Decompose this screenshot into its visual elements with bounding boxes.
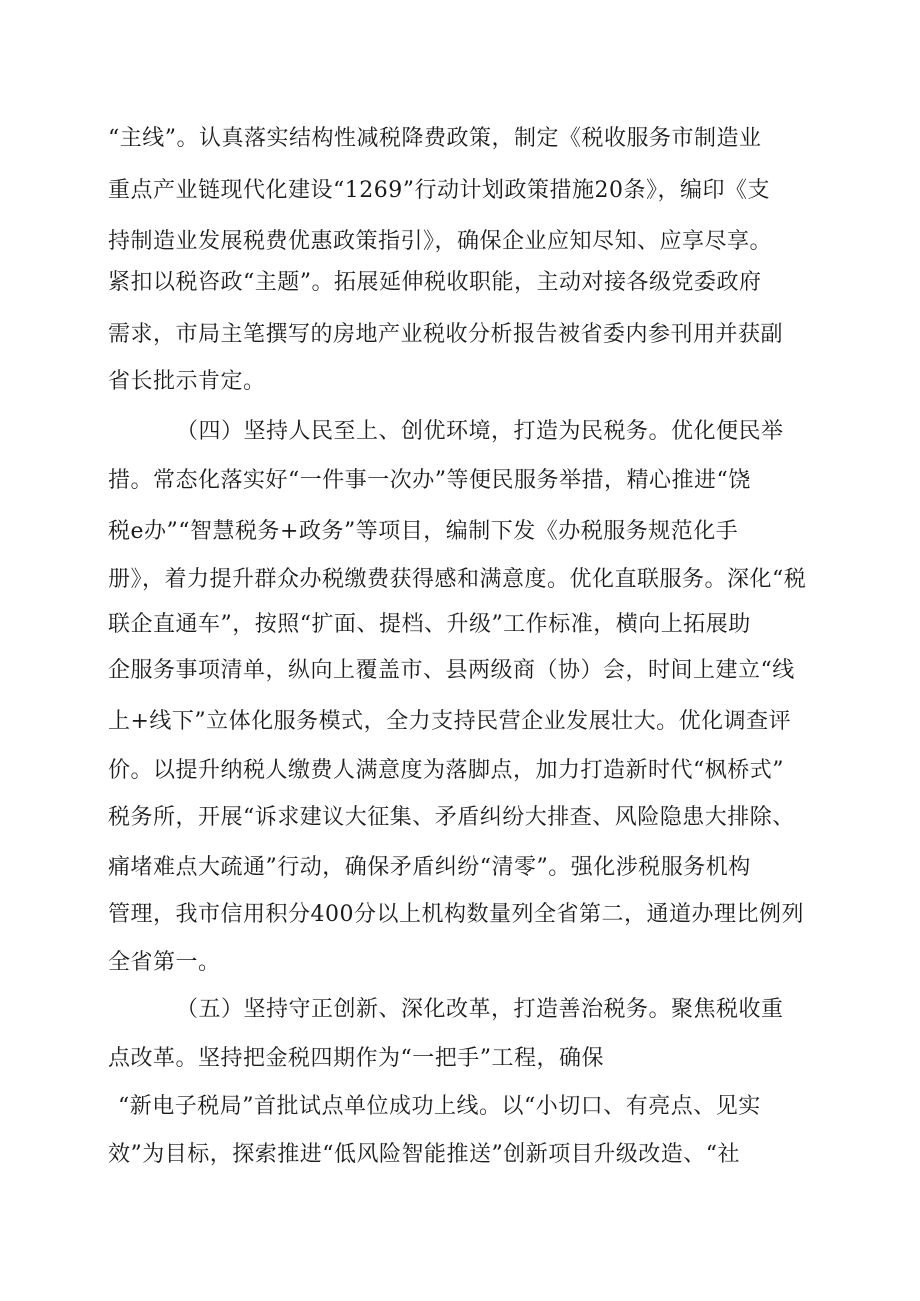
text-line-12: 企服务事项清单，纵向上覆盖市、县两级商（协）会，时间上建立“线 [108, 658, 795, 683]
text-line-1: “主线”。认真落实结构性减税降费政策，制定《税收服务市制造业 [108, 126, 762, 151]
text-line-9: 税e办”“智慧税务+政务”等项目，编制下发《办税服务规范化手 [108, 519, 739, 544]
text-line-22: 效”为目标，探索推进“低风险智能推送”创新项目升级改造、“社 [108, 1142, 740, 1167]
text-line-21: “新电子税局”首批试点单位成功上线。以“小切口、有亮点、见实 [118, 1094, 761, 1119]
text-line-5: 需求，市局主笔撰写的房地产业税收分析报告被省委内参刊用并获副 [108, 322, 784, 347]
text-line-4: 紧扣以税咨政“主题”。拓展延伸税收职能，主动对接各级党委政府 [108, 270, 762, 295]
paragraph-4-heading-line: （四）坚持人民至上、创优环境，打造为民税务。优化便民举 [176, 419, 784, 444]
text-line-3: 持制造业发展税费优惠政策指引》，确保企业应知尽知、应享尽享。 [108, 229, 773, 254]
text-line-6: 省长批示肯定。 [108, 369, 266, 394]
text-line-8: 措。常态化落实好“一件事一次办”等便民服务举措，精心推进“饶 [108, 468, 751, 493]
paragraph-5-heading-line: （五）坚持守正创新、深化改革，打造善治税务。聚焦税收重 [176, 997, 784, 1022]
text-line-15: 税务所，开展“诉求建议大征集、矛盾纠纷大排查、风险隐患大排除、 [108, 805, 795, 830]
text-line-20: 点改革。坚持把金税四期作为“一把手”工程，确保 [108, 1046, 604, 1071]
text-line-11: 联企直通车”，按照“扩面、提档、升级”工作标准，横向上拓展助 [108, 612, 751, 637]
text-line-2: 重点产业链现代化建设“1269”行动计划政策措施20条》，编印《支 [108, 178, 770, 203]
text-line-17: 管理，我市信用积分400分以上机构数量列全省第二，通道办理比例列 [108, 902, 804, 927]
text-line-10: 册》，着力提升群众办税缴费获得感和满意度。优化直联服务。深化“税 [108, 567, 807, 592]
text-line-16: 痛堵难点大疏通”行动，确保矛盾纠纷“清零”。强化涉税服务机构 [108, 855, 751, 880]
text-line-13: 上+线下”立体化服务模式，全力支持民营企业发展壮大。优化调查评 [108, 709, 792, 734]
text-line-14: 价。以提升纳税人缴费人满意度为落脚点，加力打造新时代“枫桥式” [108, 758, 784, 783]
text-line-18: 全省第一。 [108, 950, 221, 975]
